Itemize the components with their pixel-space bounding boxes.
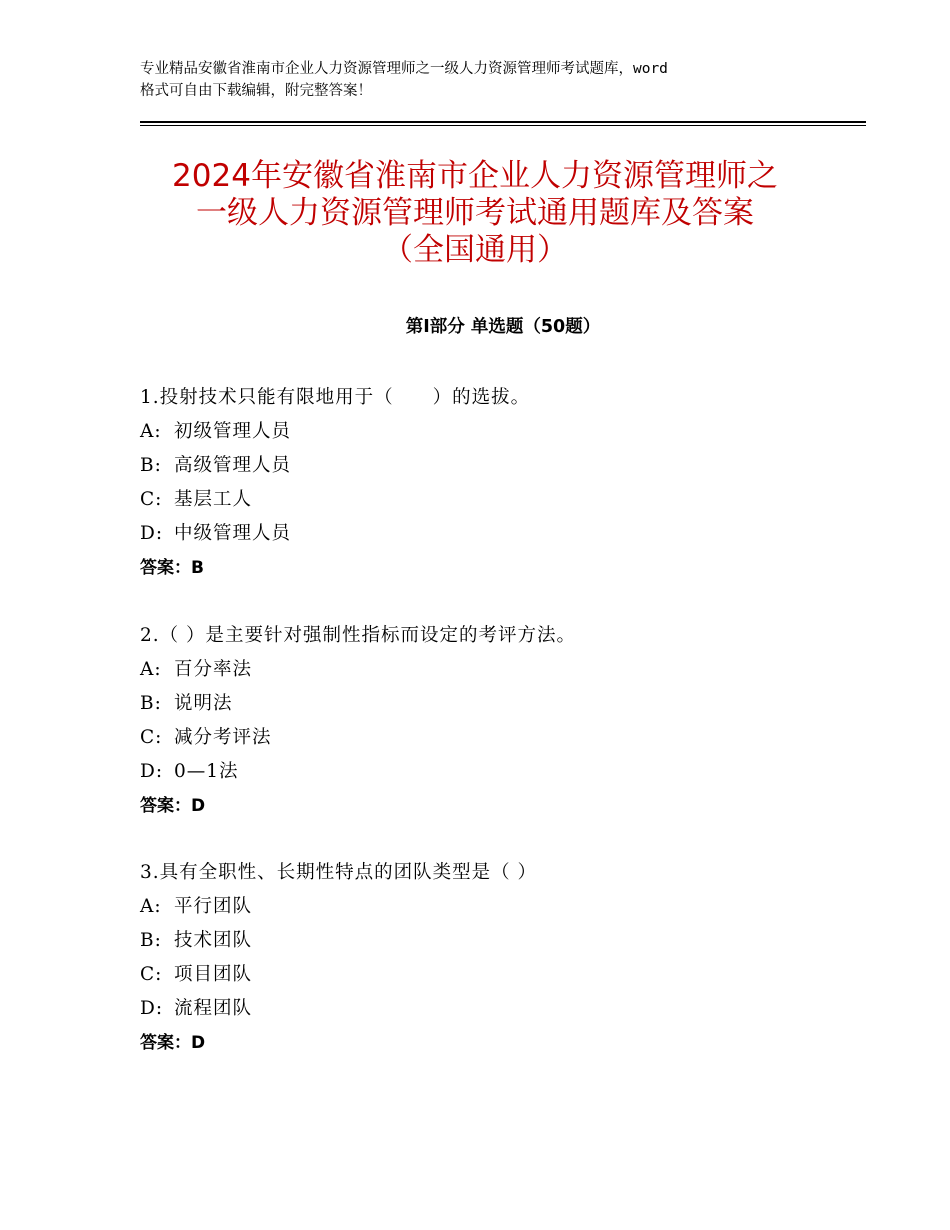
- option-key: C:: [140, 964, 163, 985]
- question-3: [140, 856, 840, 1060]
- option-key: A:: [140, 896, 162, 917]
- option-text: 技术团队: [174, 930, 253, 951]
- answer-line: 答案：D: [140, 1033, 206, 1053]
- option-b: [140, 924, 840, 958]
- option-d: [140, 517, 840, 551]
- option-text: 流程团队: [174, 998, 253, 1019]
- document-title-line-3: （全国通用）: [382, 232, 568, 268]
- header-divider-thin: [140, 125, 866, 126]
- question-stem: 3.具有全职性、长期性特点的团队类型是（ ）: [140, 862, 538, 883]
- question-1: [140, 381, 840, 585]
- option-a: [140, 653, 840, 687]
- option-d: [140, 992, 840, 1026]
- document-title: [120, 158, 830, 269]
- option-key: D:: [140, 998, 164, 1019]
- option-b: [140, 687, 840, 721]
- option-a: [140, 415, 840, 449]
- option-text: 高级管理人员: [174, 455, 292, 476]
- question-list: [140, 381, 840, 1094]
- option-d: [140, 755, 840, 789]
- option-c: [140, 958, 840, 992]
- option-key: A:: [140, 421, 162, 442]
- option-key: B:: [140, 455, 162, 476]
- option-text: 0—1法: [174, 760, 239, 782]
- option-text: 说明法: [174, 692, 233, 714]
- answer-line: 答案：B: [140, 558, 204, 578]
- answer-line: 答案：D: [140, 795, 206, 816]
- header-note-line-2: 格式可自由下载编辑，附完整答案！: [140, 83, 372, 99]
- question-stem: 2.（ ）是主要针对强制性指标而设定的考评方法。: [140, 624, 577, 646]
- option-key: C:: [140, 726, 163, 748]
- option-c: [140, 721, 840, 755]
- option-key: A:: [140, 658, 162, 680]
- header-divider-thick: [140, 121, 866, 123]
- section-heading: 第Ⅰ部分 单选题（50题）: [405, 317, 601, 337]
- option-key: D:: [140, 523, 164, 544]
- option-key: B:: [140, 930, 162, 951]
- option-text: 平行团队: [174, 896, 253, 917]
- document-title-line-2: 一级人力资源管理师考试通用题库及答案: [196, 195, 754, 231]
- option-key: C:: [140, 489, 163, 510]
- header-note-line-1: 专业精品安徽省淮南市企业人力资源管理师之一级人力资源管理师考试题库，word: [140, 61, 668, 77]
- document-title-line-1: 2024年安徽省淮南市企业人力资源管理师之: [172, 158, 778, 194]
- option-text: 减分考评法: [174, 726, 272, 748]
- question-stem: 1.投射技术只能有限地用于（ ）的选拔。: [140, 387, 531, 408]
- option-b: [140, 449, 840, 483]
- option-text: 中级管理人员: [174, 523, 292, 544]
- option-text: 初级管理人员: [174, 421, 292, 442]
- question-2: [140, 619, 840, 823]
- header-note: [140, 58, 830, 102]
- option-text: 基层工人: [174, 489, 253, 510]
- option-text: 百分率法: [174, 658, 253, 680]
- option-key: B:: [140, 692, 162, 714]
- option-a: [140, 890, 840, 924]
- option-c: [140, 483, 840, 517]
- option-key: D:: [140, 760, 164, 782]
- option-text: 项目团队: [174, 964, 253, 985]
